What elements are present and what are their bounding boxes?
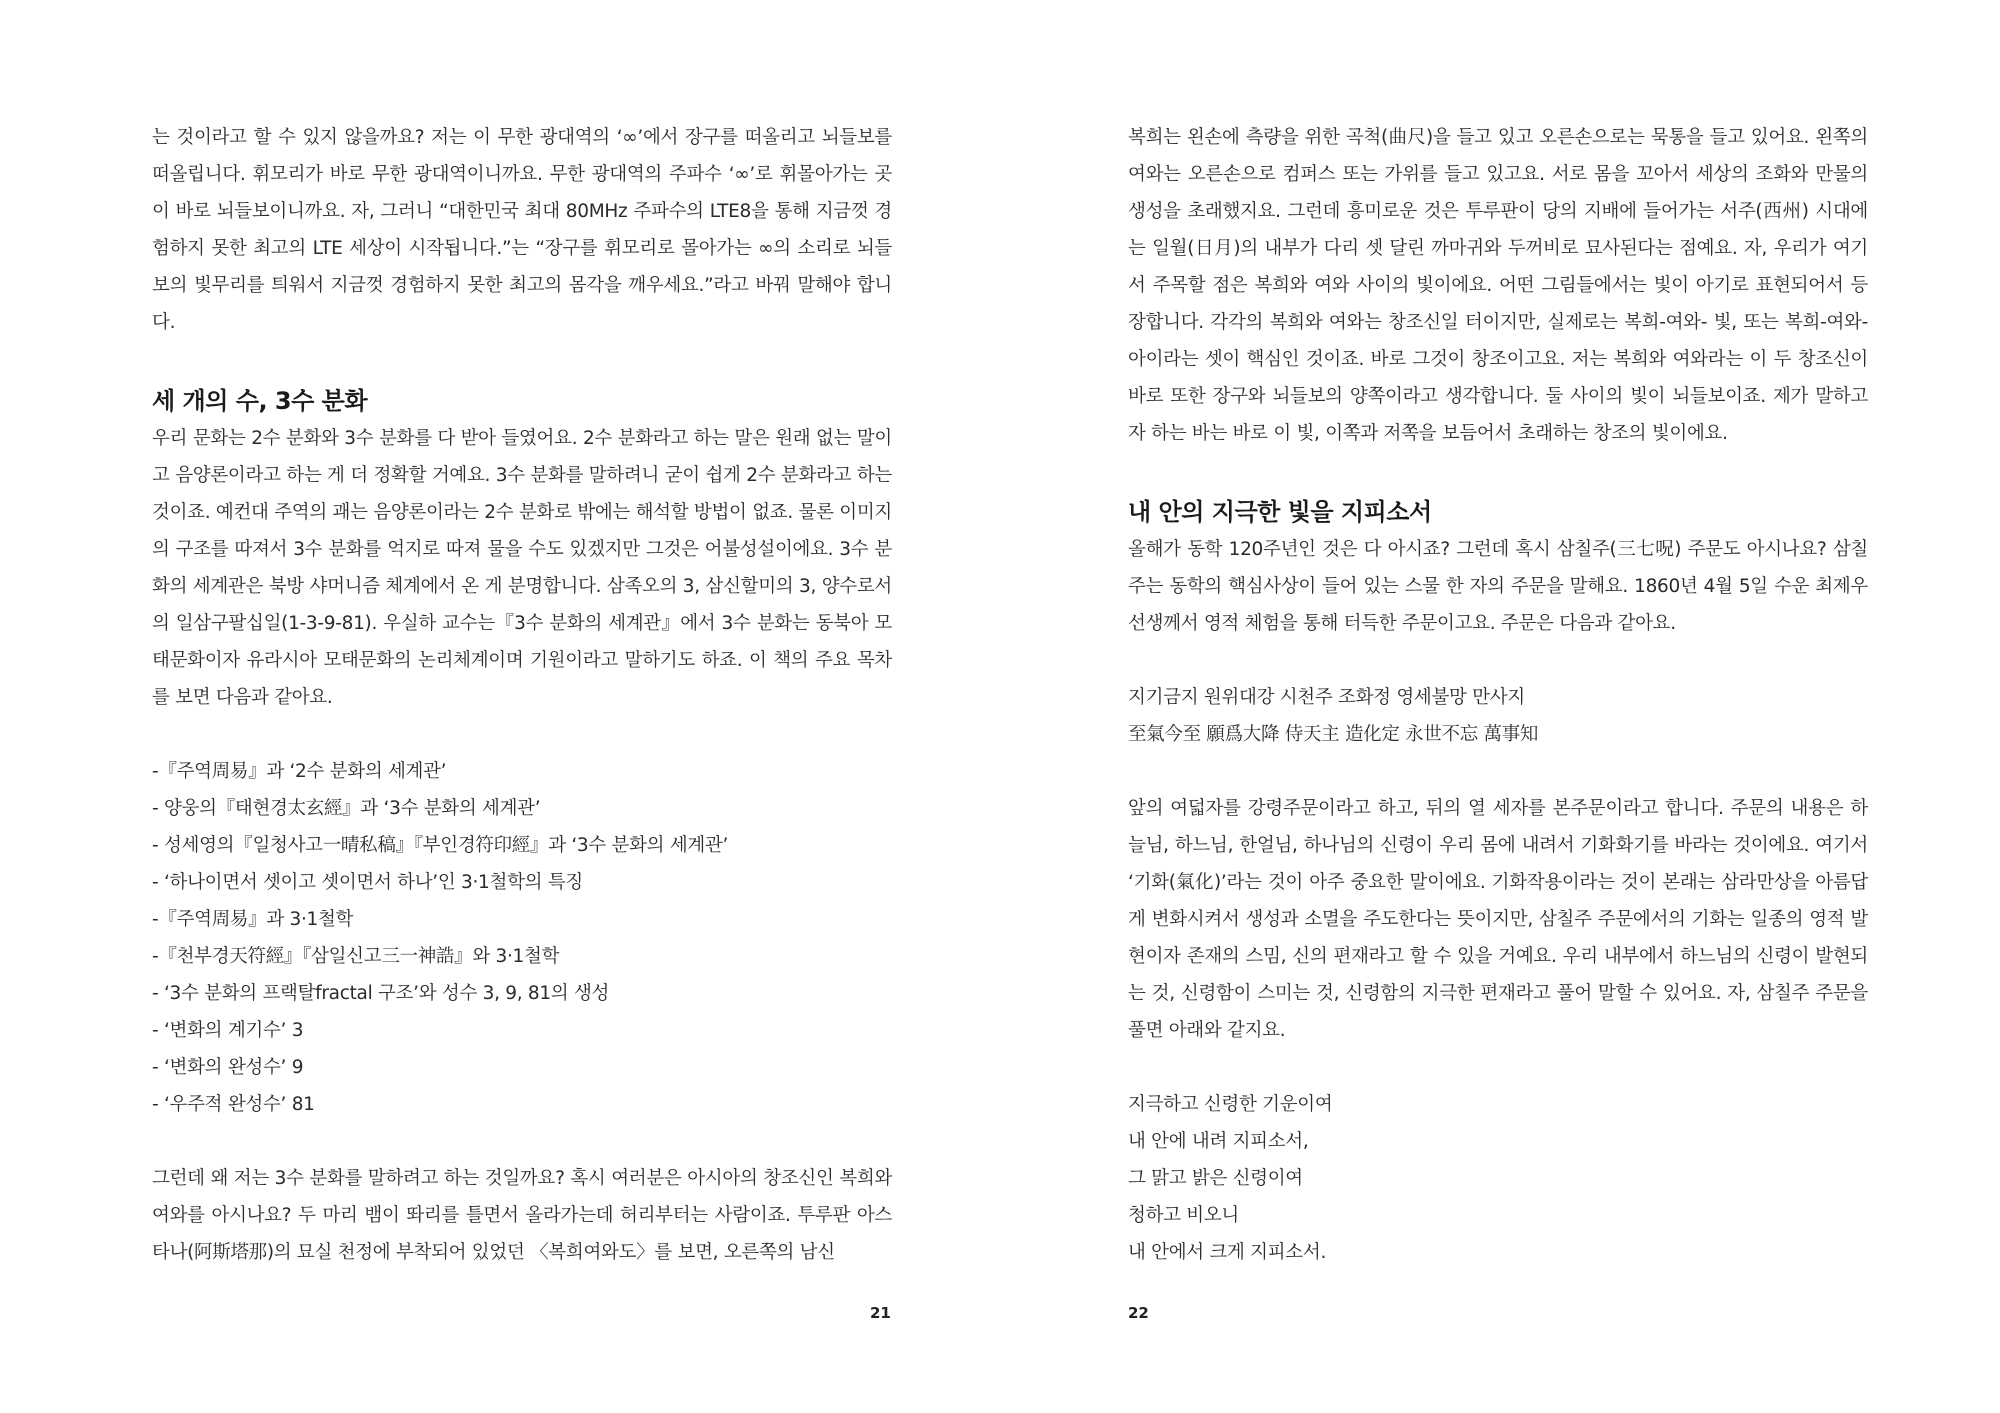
explanation-paragraph: 앞의 여덟자를 강령주문이라고 하고, 뒤의 열 세자를 본주문이라고 합니다. 주문의 내용은 하늘님, 하느님, 한얼님, 하나님의 신령이 우리 몸에 내려서 기화화기를 바라는 것이에요. 여기서 ‘기화(氣化)’라는 것이 아주 중요한 말이에요. 기화작용이라는 것이 본래는 삼라만상을 아름답게 변화시켜서 생성과 소멸을 주도한다는 뜻이지만, 삼칠주 주문에서의 기화는 일종의 영적 발현이자 존재의 스밈, 신의 편재라고 할 수 있을 거예요. 우리 내부에서 하느님의 신령이 발현되는 것, 신령함이 스미는 것, 신령함의 지극한 편재라고 풀어 말할 수 있어요. 자, 삼칠주 주문을 풀면 아래와 같지요. <box>1128 798 1868 1041</box>
right-page <box>1000 0 2000 1413</box>
intro-paragraph: 는 것이라고 할 수 있지 않을까요? 저는 이 무한 광대역의 ‘∞’에서 장구를 떠올리고 뇌들보를 떠올립니다. 휘모리가 바로 무한 광대역이니까요. 무한 광대역의 주파수 ‘∞’로 휘몰아가는 곳이 바로 뇌들보이니까요. 자, 그러니 “대한민국 최대 80MHz 주파수의 LTE8을 통해 지금껏 경험하지 못한 최고의 LTE 세상이 시작됩니다.”는 “장구를 휘모리로 몰아가는 ∞의 소리로 뇌들보의 빛무리를 틔워서 지금껏 경험하지 못한 최고의 몸각을 깨우세요.”라고 바꿔 말해야 합니다. <box>152 127 892 333</box>
page-number: 21 <box>870 1304 891 1322</box>
list-item: -『주역周易』과 3·1철학 <box>152 909 354 930</box>
page-number: 22 <box>1128 1304 1149 1322</box>
closing-paragraph: 그런데 왜 저는 3수 분화를 말하려고 하는 것일까요? 혹시 여러분은 아시아의 창조신인 복희와 여와를 아시나요? 두 마리 뱀이 똬리를 틀면서 올라가는데 허리부터는 사람이죠. 투루판 아스타나(阿斯塔那)의 묘실 천정에 부착되어 있었던 〈복희여와도〉를 보면, 오른쪽의 남신 <box>152 1168 892 1263</box>
section-heading: 세 개의 수, 3수 분화 <box>152 387 368 415</box>
list-item: -『주역周易』과 ‘2수 분화의 세계관’ <box>152 761 447 782</box>
toc-list <box>152 753 892 1123</box>
left-page-body <box>152 119 892 1271</box>
list-item: - ‘3수 분화의 프랙탈fractal 구조’와 성수 3, 9, 81의 생성 <box>152 983 610 1004</box>
poem-line: 지극하고 신령한 기운이여 <box>1128 1094 1333 1115</box>
poem-line: 내 안에 내려 지피소서, <box>1128 1131 1309 1152</box>
list-item: - 양웅의『태현경太玄經』과 ‘3수 분화의 세계관’ <box>152 798 541 819</box>
right-page-body <box>1128 119 1868 1271</box>
mantra-hanja: 至氣今至 願爲大降 侍天主 造化定 永世不忘 萬事知 <box>1128 724 1539 745</box>
list-item: - ‘변화의 완성수’ 9 <box>152 1057 304 1078</box>
mantra-block <box>1128 679 1868 753</box>
list-item: - 성세영의『일청사고一晴私稿』『부인경符印經』과 ‘3수 분화의 세계관’ <box>152 835 729 856</box>
list-item: - ‘변화의 계기수’ 3 <box>152 1020 304 1041</box>
poem-block <box>1128 1086 1868 1271</box>
section-heading: 내 안의 지극한 빛을 지피소서 <box>1128 498 1432 526</box>
list-item: -『천부경天符經』『삼일신고三一神誥』와 3·1철학 <box>152 946 560 967</box>
intro-paragraph: 복희는 왼손에 측량을 위한 곡척(曲尺)을 들고 있고 오른손으로는 묵통을 들고 있어요. 왼쪽의 여와는 오른손으로 컴퍼스 또는 가위를 들고 있고요. 서로 몸을 꼬아서 세상의 조화와 만물의 생성을 초래했지요. 그런데 흥미로운 것은 투루판이 당의 지배에 들어가는 서주(西州) 시대에는 일월(日月)의 내부가 다리 셋 달린 까마귀와 두꺼비로 묘사된다는 점예요. 자, 우리가 여기서 주목할 점은 복희와 여와 사이의 빛이에요. 어떤 그림들에서는 빛이 아기로 표현되어서 등장합니다. 각각의 복희와 여와는 창조신일 터이지만, 실제로는 복희-여와- 빛, 또는 복희-여와-아이라는 셋이 핵심인 것이죠. 바로 그것이 창조이고요. 저는 복희와 여와라는 이 두 창조신이 바로 또한 장구와 뇌들보의 양쪽이라고 생각합니다. 둘 사이의 빛이 뇌들보이죠. 제가 말하고자 하는 바는 바로 이 빛, 이쪽과 저쪽을 보듬어서 초래하는 창조의 빛이에요. <box>1128 127 1868 444</box>
section-paragraph: 우리 문화는 2수 분화와 3수 분화를 다 받아 들였어요. 2수 분화라고 하는 말은 원래 없는 말이고 음양론이라고 하는 게 더 정확할 거예요. 3수 분화를 말하려니 굳이 쉽게 2수 분화라고 하는 것이죠. 예컨대 주역의 괘는 음양론이라는 2수 분화로 밖에는 해석할 방법이 없죠. 물론 이미지의 구조를 따져서 3수 분화를 억지로 따져 물을 수도 있겠지만 그것은 어불성설이에요. 3수 분화의 세계관은 북방 샤머니즘 체계에서 온 게 분명합니다. 삼족오의 3, 삼신할미의 3, 양수로서의 일삼구팔십일(1-3-9-81). 우실하 교수는『3수 분화의 세계관』에서 3수 분화는 동북아 모태문화이자 유라시아 모태문화의 논리체계이며 기원이라고 말하기도 하죠. 이 책의 주요 목차를 보면 다음과 같아요. <box>152 428 892 708</box>
list-item: - ‘하나이면서 셋이고 셋이면서 하나’인 3·1철학의 특징 <box>152 872 583 893</box>
list-item: - ‘우주적 완성수’ 81 <box>152 1094 315 1115</box>
poem-line: 그 맑고 밝은 신령이여 <box>1128 1168 1303 1189</box>
poem-line: 내 안에서 크게 지피소서. <box>1128 1242 1327 1263</box>
mantra-korean: 지기금지 원위대강 시천주 조화정 영세불망 만사지 <box>1128 687 1525 708</box>
section-paragraph: 올해가 동학 120주년인 것은 다 아시죠? 그런데 혹시 삼칠주(三七呪) 주문도 아시나요? 삼칠주는 동학의 핵심사상이 들어 있는 스물 한 자의 주문을 말해요. 1860년 4월 5일 수운 최제우 선생께서 영적 체험을 통해 터득한 주문이고요. 주문은 다음과 같아요. <box>1128 539 1868 634</box>
poem-line: 청하고 비오니 <box>1128 1205 1240 1226</box>
